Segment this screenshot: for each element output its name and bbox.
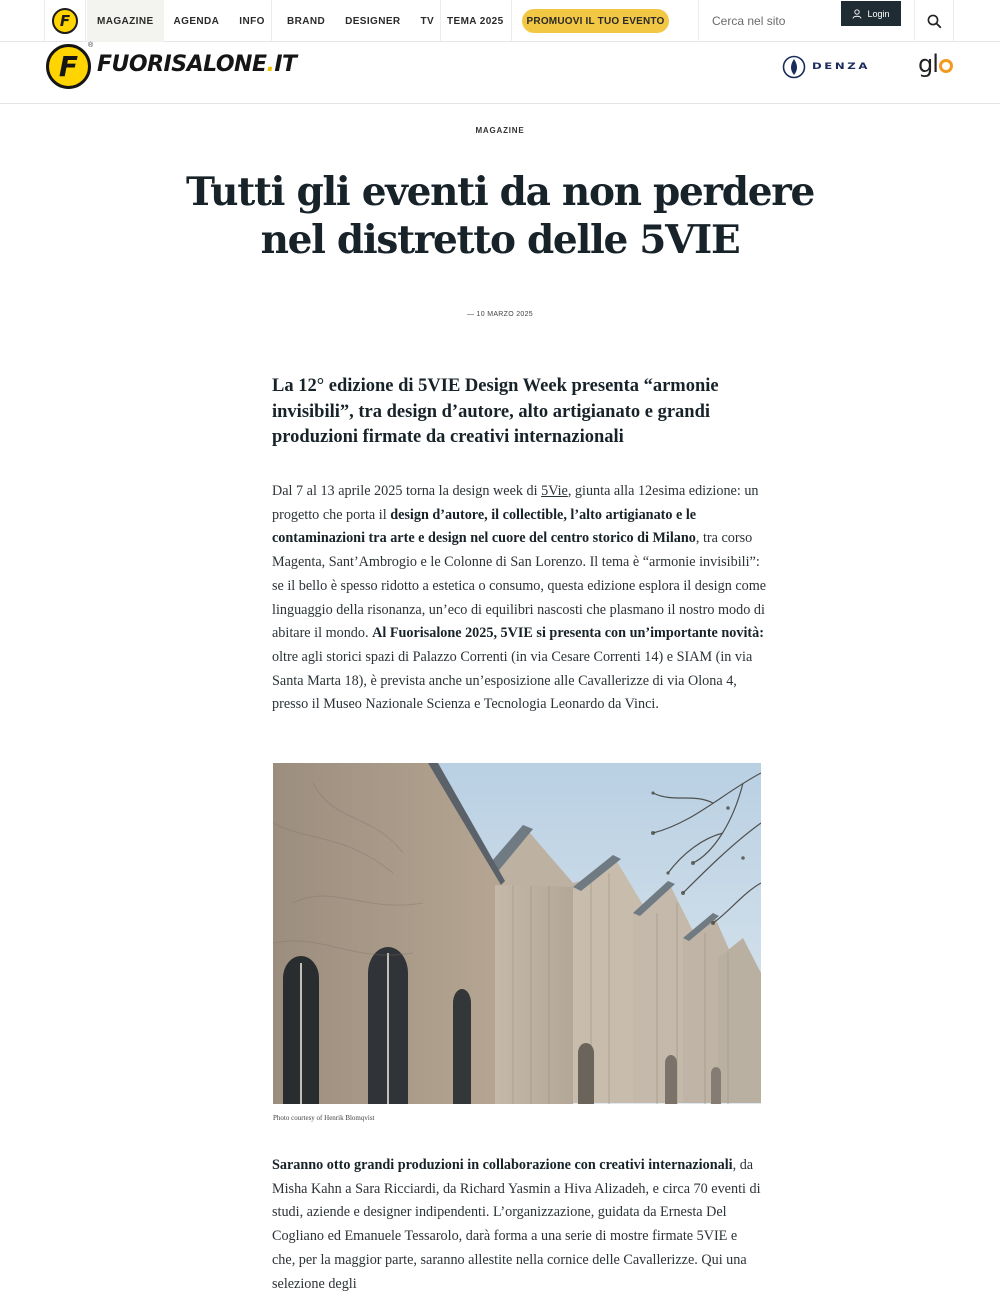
bold-run: design d’autore, il collectible, l’alto artigianato e le contaminazioni tra arte e design nel cuore del centro storico di Milano (272, 506, 697, 547)
home-logo-button[interactable] (44, 0, 86, 42)
fuorisalone-logo-icon[interactable]: F (46, 44, 91, 89)
article-paragraph-1 (272, 480, 767, 717)
login-label: Login (867, 8, 890, 19)
wordmark-dot: . (266, 52, 275, 77)
photo-caption: Photo courtesy of Henrik Blomqvist (273, 1114, 375, 1122)
article-title: Tutti gli eventi da non perdere nel distretto delle 5VIE (186, 169, 814, 263)
article-lead: La 12° edizione di 5VIE Design Week presenta “armonie invisibili”, tra design d’autore, alto artigianato e grandi produzioni firmate da creativi internazionali (272, 376, 719, 447)
text-run: , tra corso Magenta, Sant’Ambrogio e le Colonne di San Lorenzo. Il tema è “armonie invisibili”: se il bello è spesso ridotto a estetica o consumo, questa edizione esplora il design come linguaggio della risonanza, un’eco di equilibri nascosti che plasmano il nostro modo di abitare il mondo. (272, 530, 767, 642)
search-input[interactable] (712, 8, 832, 34)
article-kicker[interactable]: MAGAZINE (475, 126, 525, 135)
glo-wordmark: gl (918, 50, 938, 78)
site-wordmark[interactable] (97, 52, 297, 77)
nav-divider (271, 0, 272, 42)
brand-header (0, 42, 1000, 104)
article-photo (273, 763, 761, 1104)
text-run: Dal 7 al 13 aprile 2025 torna la design week di (272, 483, 542, 499)
nav-item-brand[interactable]: BRAND (287, 15, 326, 27)
nav-divider (698, 0, 699, 42)
search-icon (927, 14, 942, 29)
search-button[interactable] (914, 0, 954, 42)
nav-secondary (277, 0, 444, 42)
fuorisalone-logo-icon: F (52, 8, 78, 34)
denza-wordmark: DENZA (812, 62, 871, 72)
nav-item-agenda[interactable]: AGENDA (173, 15, 220, 27)
cavallerizze-building-photo (273, 763, 761, 1104)
nav-item-tema-2025[interactable]: TEMA 2025 (447, 15, 504, 27)
bold-run: Saranno otto grandi produzioni in collaborazione con creativi internazionali (272, 1157, 733, 1173)
nav-primary (87, 0, 275, 42)
user-icon (852, 9, 862, 19)
bold-run: Al Fuorisalone 2025, 5VIE si presenta con un’importante novità: (372, 625, 764, 642)
denza-emblem-icon (782, 55, 806, 79)
article-date: — 10 MARZO 2025 (467, 311, 533, 318)
nav-item-magazine[interactable]: MAGAZINE (87, 0, 164, 42)
text-run: , giunta alla 12esima edizione: un progetto che porta il (272, 483, 759, 523)
nav-item-designer[interactable]: DESIGNER (345, 15, 401, 27)
promote-event-button[interactable]: PROMUOVI IL TUO EVENTO (522, 9, 669, 33)
text-run: oltre agli storici spazi di Palazzo Correnti (in via Cesare Correnti 14) e SIAM (in via Santa Marta 18), è prevista anche un’esposizione alle Cavallerizze di via Olona 4, presso il Museo Nazionale Scienza e Tecnologia Leonardo da Vinci. (272, 648, 753, 713)
nav-item-tv[interactable]: TV (420, 15, 435, 27)
nav-item-info[interactable]: INFO (239, 15, 265, 27)
glo-ring-icon (939, 59, 953, 73)
sponsor-glo-logo[interactable] (918, 50, 953, 78)
wordmark-main: FUORISALONE (97, 52, 267, 77)
text-run: , da Misha Kahn a Sara Ricciardi, da Richard Yasmin a Hiva Alizadeh, e circa 70 eventi di studi, aziende e designer indipendenti. L’organizzazione, guidata da Ernesta Del Cogliano ed Emanuele Tessarolo, darà forma a una serie di mostre firmate 5VIE e che, per la maggior parte, saranno allestite nella cornice delle Cavallerizze. Qui una selezione degli (272, 1157, 761, 1292)
nav-divider (511, 0, 512, 42)
link-5vie[interactable]: 5Vie (541, 483, 568, 499)
sponsor-denza-logo[interactable] (782, 55, 886, 79)
registered-mark: ® (88, 42, 94, 49)
nav-theme (437, 0, 514, 42)
login-button[interactable] (841, 1, 901, 26)
top-navigation (0, 0, 1000, 42)
wordmark-tld: IT (274, 52, 297, 77)
article-paragraph-2 (272, 1154, 762, 1296)
